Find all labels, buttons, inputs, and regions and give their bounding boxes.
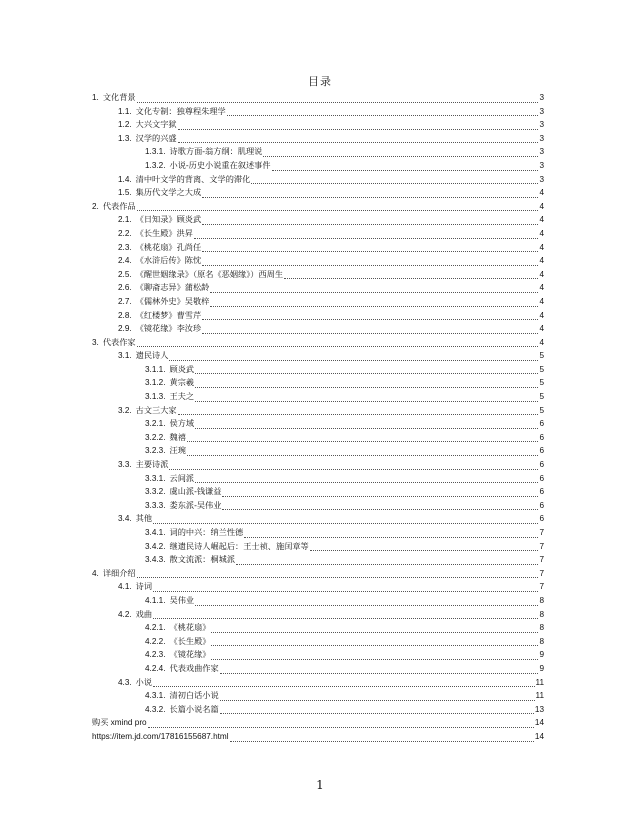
toc-entry-number: 2.2.	[118, 228, 132, 238]
toc-entry[interactable]	[0, 159, 640, 173]
toc-entry-label: 清初白话小说	[169, 690, 219, 701]
toc-entry-label: https://item.jd.com/17816155687.html	[92, 731, 229, 741]
toc-leader-dots	[220, 673, 539, 674]
toc-entry-label: 代表作家	[102, 336, 136, 347]
toc-entry[interactable]	[0, 689, 640, 703]
toc-entry[interactable]	[0, 105, 640, 119]
toc-entry-page: 6	[539, 500, 544, 510]
toc-entry-page: 8	[539, 636, 544, 646]
toc-entry-number: 2.8.	[118, 310, 132, 320]
toc-entry-number: 1.2.	[118, 120, 132, 130]
toc-leader-dots	[194, 238, 538, 239]
toc-entry-number: 1.1.	[118, 106, 132, 116]
toc-entry-number: 3.4.2.	[145, 541, 166, 551]
toc-entry-label: 顾炎武	[169, 363, 195, 374]
toc-entry-page: 5	[539, 378, 544, 388]
toc-entry[interactable]	[0, 512, 640, 526]
toc-entry-number: 4.1.1.	[145, 595, 166, 605]
toc-entry-label: 小说	[135, 676, 153, 687]
toc-entry[interactable]	[0, 703, 640, 717]
toc-leader-dots	[310, 550, 539, 551]
toc-entry-label: 文化背景	[102, 92, 136, 102]
toc-entry-page: 5	[539, 392, 544, 402]
toc-entry[interactable]	[0, 336, 640, 350]
toc-entry[interactable]	[0, 145, 640, 159]
toc-entry-label: 长篇小说名篇	[169, 703, 219, 714]
toc-entry-line	[145, 159, 544, 173]
toc-entry-page: 4	[539, 242, 544, 252]
toc-leader-dots	[272, 170, 539, 171]
toc-entry-page: 14	[534, 718, 544, 728]
toc-leader-dots	[202, 251, 538, 252]
toc-entry[interactable]	[0, 390, 640, 404]
toc-entry-number: 4.2.	[118, 609, 132, 619]
toc-leader-dots	[195, 373, 538, 374]
toc-entry-label: 《醒世姻缘录》（原名《恶姻缘》）西周生	[135, 268, 284, 279]
toc-entry[interactable]	[0, 567, 640, 581]
toc-entry-page: 7	[539, 582, 544, 592]
toc-entry-page: 6	[539, 473, 544, 483]
toc-entry-number: 4.	[92, 568, 99, 578]
toc-leader-dots	[195, 401, 538, 402]
toc-entry[interactable]	[0, 458, 640, 472]
toc-entry[interactable]	[0, 444, 640, 458]
toc-entry-label: 详细介绍	[102, 567, 136, 578]
toc-entry[interactable]	[0, 676, 640, 690]
toc-entry-line	[145, 485, 544, 499]
toc-entry-line	[118, 268, 544, 282]
toc-entry-label: 主要诗派	[135, 459, 169, 470]
toc-leader-dots	[227, 115, 539, 116]
toc-entry-number: 3.2.3.	[145, 446, 166, 456]
toc-entry[interactable]	[0, 254, 640, 268]
toc-leader-dots	[187, 441, 539, 442]
toc-leader-dots	[202, 197, 538, 198]
toc-entry-line	[118, 580, 544, 594]
toc-entry-page: 13	[534, 704, 544, 714]
toc-leader-dots	[178, 129, 539, 130]
toc-leader-dots	[236, 564, 538, 565]
toc-entry-label: 《红楼梦》曹雪芹	[135, 309, 202, 320]
toc-leader-dots	[211, 632, 538, 633]
toc-entry-label: 诗歌方面-翁方纲：肌理说	[169, 146, 263, 157]
toc-entry-label: 其他	[135, 513, 153, 524]
toc-entry-line	[118, 349, 544, 363]
toc-entry-number: 3.3.3.	[145, 500, 166, 510]
toc-entry[interactable]	[0, 363, 640, 377]
toc-entry-page: 5	[539, 364, 544, 374]
toc-leader-dots	[169, 360, 538, 361]
toc-entry-label: 戏曲	[135, 608, 153, 619]
toc-entry-page: 14	[534, 731, 544, 741]
toc-entry-line	[118, 281, 544, 295]
toc-title: 目录	[308, 75, 332, 88]
toc-entry[interactable]	[0, 309, 640, 323]
toc-leader-dots	[220, 700, 535, 701]
toc-entry-page: 4	[539, 256, 544, 266]
toc-entry[interactable]	[0, 91, 640, 105]
toc-entry[interactable]	[0, 648, 640, 662]
toc-entry-line	[145, 689, 544, 703]
toc-leader-dots	[222, 509, 538, 510]
toc-leader-dots	[244, 537, 538, 538]
toc-leader-dots	[202, 265, 538, 266]
toc-entry-number: 2.7.	[118, 296, 132, 306]
toc-entry-line	[92, 200, 544, 214]
toc-entry-label: 王夫之	[169, 391, 195, 402]
toc-entry-page: 3	[539, 174, 544, 184]
toc-entry-number: 4.2.1.	[145, 623, 166, 633]
toc-entry-label: 娄东派-吴伟业	[169, 499, 222, 510]
toc-entry-label: 《镜花缘》李汝珍	[135, 323, 202, 334]
toc-entry[interactable]	[0, 499, 640, 513]
toc-entry-line	[145, 472, 544, 486]
toc-entry-line	[92, 716, 544, 730]
toc-entry-number: 1.3.	[118, 133, 132, 143]
toc-leader-dots	[137, 102, 539, 103]
toc-leader-dots	[202, 319, 538, 320]
toc-leader-dots	[222, 496, 538, 497]
toc-entry-line	[145, 662, 544, 676]
toc-entry-page: 7	[539, 528, 544, 537]
toc-entry-label: 大兴文字狱	[135, 119, 177, 130]
toc-entry[interactable]	[0, 431, 640, 445]
toc-leader-dots	[211, 645, 538, 646]
toc-entry-line	[145, 703, 544, 717]
toc-entry-label: 小说-历史小说重在叙述事件	[169, 159, 271, 170]
toc-entry-number: 3.3.	[118, 460, 132, 470]
toc-entry-page: 4	[539, 324, 544, 334]
toc-entry-label: 《桃花扇》	[169, 622, 211, 633]
toc-entry-line	[145, 390, 544, 404]
toc-entry-page: 3	[539, 106, 544, 116]
toc-entry-line	[145, 621, 544, 635]
toc-entry-label: 遗民诗人	[135, 350, 169, 361]
toc-entry[interactable]	[0, 241, 640, 255]
toc-entry-line	[145, 526, 544, 540]
toc-entry[interactable]	[0, 404, 640, 418]
toc-entry-label: 魏禧	[169, 431, 186, 442]
toc-entry-label: 汪琬	[169, 445, 186, 456]
toc-entry-line	[118, 241, 544, 255]
toc-entry-number: 3.	[92, 337, 99, 347]
toc-entry-line	[92, 730, 544, 744]
toc-entry-page: 8	[539, 623, 544, 633]
toc-entry-page: 5	[539, 405, 544, 415]
toc-entry-number: 4.2.2.	[145, 636, 166, 646]
toc-entry-line	[92, 567, 544, 581]
toc-leader-dots	[210, 292, 538, 293]
toc-entry-label: 清中叶文学的背离、文学的滞化	[135, 173, 251, 184]
toc-entry-label: 购买 xmind pro	[92, 718, 147, 728]
toc-leader-dots	[284, 278, 538, 279]
toc-entry-number: 4.3.2.	[145, 704, 166, 714]
toc-entry[interactable]	[0, 376, 640, 390]
toc-leader-dots	[178, 414, 539, 415]
toc-entry-number: 2.1.	[118, 215, 132, 225]
toc-entry-page: 7	[539, 541, 544, 551]
toc-entry-line	[118, 322, 544, 336]
toc-entry-line	[118, 118, 544, 132]
toc-entry-number: 3.1.3.	[145, 392, 166, 402]
toc-entry-line	[118, 309, 544, 323]
toc-entry-label: 词的中兴：纳兰性德	[169, 527, 244, 537]
toc-entry-page: 6	[539, 419, 544, 429]
toc-entry-line	[118, 173, 544, 187]
toc-entry-number: 2.5.	[118, 269, 132, 279]
toc-leader-dots	[195, 482, 538, 483]
toc-entry[interactable]	[0, 118, 640, 132]
toc-entry[interactable]	[0, 662, 640, 676]
toc-entry-label: 吴伟业	[169, 594, 195, 605]
toc-entry-label: 继遗民诗人崛起后：王士祯、施闰章等	[169, 540, 309, 551]
toc-leader-dots	[153, 686, 534, 687]
toc-entry-label: 侯方域	[169, 418, 195, 429]
toc-entry[interactable]	[0, 553, 640, 567]
toc-entry-number: 4.3.	[118, 677, 132, 687]
toc-entry-page: 11	[535, 677, 544, 687]
toc-entry-line	[118, 458, 544, 472]
toc-entry-line	[145, 648, 544, 662]
toc-leader-dots	[148, 727, 534, 728]
toc-entry-page: 6	[539, 460, 544, 470]
toc-entry[interactable]	[0, 472, 640, 486]
toc-entry-line	[118, 213, 544, 227]
toc-entry-label: 《镜花缘》	[169, 649, 211, 660]
toc-entry-page: 4	[539, 215, 544, 225]
toc-entry[interactable]	[0, 186, 640, 200]
toc-entry[interactable]	[0, 594, 640, 608]
toc-entry-line	[145, 499, 544, 513]
toc-entry-page: 11	[535, 691, 544, 701]
toc-entry-number: 3.4.1.	[145, 528, 166, 537]
toc-leader-dots	[195, 605, 538, 606]
toc-entry[interactable]	[0, 349, 640, 363]
toc-entry-line	[145, 417, 544, 431]
toc-entry-line	[118, 132, 544, 146]
toc-entry[interactable]	[0, 608, 640, 622]
toc-entry-number: 3.2.2.	[145, 432, 166, 442]
toc-entry-page: 9	[539, 650, 544, 660]
toc-leader-dots	[195, 387, 538, 388]
toc-entry-label: 云间派	[169, 472, 195, 483]
toc-entry-line	[145, 376, 544, 390]
toc-entry-line	[118, 676, 544, 690]
toc-entry-line	[92, 336, 544, 350]
toc-entry-number: 3.2.1.	[145, 419, 166, 429]
toc-entry-label: 诗词	[135, 581, 153, 592]
toc-entry-page: 6	[539, 446, 544, 456]
toc-entry[interactable]	[0, 716, 640, 730]
toc-entry[interactable]	[0, 132, 640, 146]
toc-entry-line	[92, 91, 544, 105]
toc-entry-number: 1.3.2.	[145, 160, 166, 170]
toc-leader-dots	[137, 346, 539, 347]
toc-entry-line	[118, 105, 544, 119]
toc-leader-dots	[169, 469, 538, 470]
toc-entry-number: 1.3.1.	[145, 147, 166, 157]
toc-entry-line	[118, 295, 544, 309]
toc-entry-label: 古文三大家	[135, 404, 177, 415]
toc-entry-label: 《聊斋志异》蒲松龄	[135, 282, 210, 293]
toc-entry-label: 文化专制：独尊程朱理学	[135, 105, 226, 116]
toc-entry-number: 3.4.	[118, 514, 132, 524]
toc-entry-page: 6	[539, 514, 544, 524]
toc-entry-page: 7	[539, 555, 544, 565]
toc-entry-page: 4	[539, 337, 544, 347]
toc-entry-number: 3.4.3.	[145, 555, 166, 565]
toc-entry-line	[118, 254, 544, 268]
toc-entry-line	[145, 444, 544, 458]
toc-leader-dots	[178, 142, 539, 143]
toc-entry[interactable]	[0, 227, 640, 241]
toc-entry-label: 《长生殿》洪昇	[135, 227, 193, 238]
toc-entry-line	[118, 404, 544, 418]
toc-entry-label: 集历代文学之大成	[135, 187, 202, 198]
toc-entry-page: 4	[539, 283, 544, 293]
toc-entry-number: 3.1.	[118, 351, 132, 361]
toc-leader-dots	[202, 333, 538, 334]
toc-entry[interactable]	[0, 213, 640, 227]
toc-entry-line	[145, 540, 544, 554]
toc-entry-label: 代表戏曲作家	[169, 662, 219, 673]
toc-entry-label: 黄宗羲	[169, 377, 195, 388]
toc-leader-dots	[202, 224, 538, 225]
toc-leader-dots	[153, 591, 538, 592]
toc-entry-page: 4	[539, 228, 544, 238]
toc-entry-page: 6	[539, 432, 544, 442]
toc-entry-number: 1.5.	[118, 188, 132, 198]
toc-entry-number: 1.4.	[118, 174, 132, 184]
toc-entry-page: 5	[539, 351, 544, 361]
toc-entry-label: 汉学的兴盛	[135, 132, 177, 143]
toc-entry-line	[145, 363, 544, 377]
toc-entry-page: 4	[539, 201, 544, 211]
toc-entry[interactable]	[0, 200, 640, 214]
toc-leader-dots	[153, 618, 538, 619]
toc-entry-label: 《长生殿》	[169, 635, 211, 646]
toc-leader-dots	[187, 455, 539, 456]
toc-entry[interactable]	[0, 485, 640, 499]
toc-entry-label: 《桃花扇》孔尚任	[135, 241, 202, 252]
toc-entry-label: 《儒林外史》吴敬梓	[135, 295, 210, 306]
toc-entry-label: 《水浒后传》陈忱	[135, 255, 202, 266]
toc-entry-line	[118, 186, 544, 200]
toc-leader-dots	[220, 713, 534, 714]
toc-entry-number: 2.4.	[118, 256, 132, 266]
toc-entry-page: 3	[539, 147, 544, 157]
toc-entry-page: 3	[539, 160, 544, 170]
toc-entry[interactable]	[0, 540, 640, 554]
toc-entry-page: 8	[539, 609, 544, 619]
toc-entry-number: 3.1.1.	[145, 364, 166, 374]
toc-entry-page: 9	[539, 663, 544, 673]
toc-entry-page: 7	[539, 568, 544, 578]
toc-entry-page: 4	[539, 269, 544, 279]
toc-entry[interactable]	[0, 635, 640, 649]
toc-entry[interactable]	[0, 621, 640, 635]
toc-leader-dots	[211, 659, 538, 660]
toc-entry-label: 虞山派-钱谦益	[169, 486, 222, 497]
toc-entry[interactable]	[0, 580, 640, 594]
toc-entry[interactable]	[0, 268, 640, 282]
toc-leader-dots	[251, 183, 538, 184]
toc-leader-dots	[153, 523, 538, 524]
toc-entry-number: 4.3.1.	[145, 691, 166, 701]
toc-entry-line	[118, 227, 544, 241]
toc-leader-dots	[230, 741, 534, 742]
toc-entry-line	[145, 594, 544, 608]
table-of-contents	[0, 91, 640, 744]
toc-entry-page: 4	[539, 310, 544, 320]
toc-leader-dots	[137, 577, 539, 578]
toc-entry-number: 2.	[92, 201, 99, 211]
toc-entry-label: 《日知录》顾炎武	[135, 214, 202, 225]
toc-entry-label: 代表作品	[102, 200, 136, 211]
toc-leader-dots	[210, 306, 538, 307]
toc-entry-label: 散文流派：桐城派	[169, 554, 236, 565]
toc-entry[interactable]	[0, 417, 640, 431]
toc-entry-line	[145, 553, 544, 567]
toc-leader-dots	[137, 210, 539, 211]
toc-entry-line	[118, 512, 544, 526]
toc-entry-page: 3	[539, 120, 544, 130]
toc-entry[interactable]	[0, 730, 640, 744]
toc-entry-line	[145, 145, 544, 159]
toc-entry-number: 3.3.1.	[145, 473, 166, 483]
toc-entry-line	[145, 431, 544, 445]
page-number: 1	[316, 778, 324, 792]
toc-entry-number: 2.6.	[118, 283, 132, 293]
toc-entry-number: 3.1.2.	[145, 378, 166, 388]
toc-entry-line	[118, 608, 544, 622]
toc-entry[interactable]	[0, 322, 640, 336]
toc-entry-number: 1.	[92, 93, 99, 102]
toc-entry-number: 4.2.4.	[145, 663, 166, 673]
toc-entry-number: 3.2.	[118, 405, 132, 415]
toc-entry-page: 8	[539, 595, 544, 605]
toc-entry-number: 4.1.	[118, 582, 132, 592]
toc-entry-number: 4.2.3.	[145, 650, 166, 660]
toc-entry[interactable]	[0, 526, 640, 540]
toc-entry-page: 3	[539, 133, 544, 143]
toc-entry-number: 2.3.	[118, 242, 132, 252]
toc-leader-dots	[195, 428, 538, 429]
toc-entry-line	[145, 635, 544, 649]
toc-entry-page: 3	[539, 93, 544, 102]
toc-entry-page: 6	[539, 487, 544, 497]
toc-entry[interactable]	[0, 295, 640, 309]
toc-entry-page: 4	[539, 188, 544, 198]
toc-entry-number: 3.3.2.	[145, 487, 166, 497]
toc-entry-number: 2.9.	[118, 324, 132, 334]
toc-entry-page: 4	[539, 296, 544, 306]
toc-entry[interactable]	[0, 173, 640, 187]
toc-entry[interactable]	[0, 281, 640, 295]
toc-leader-dots	[263, 156, 538, 157]
